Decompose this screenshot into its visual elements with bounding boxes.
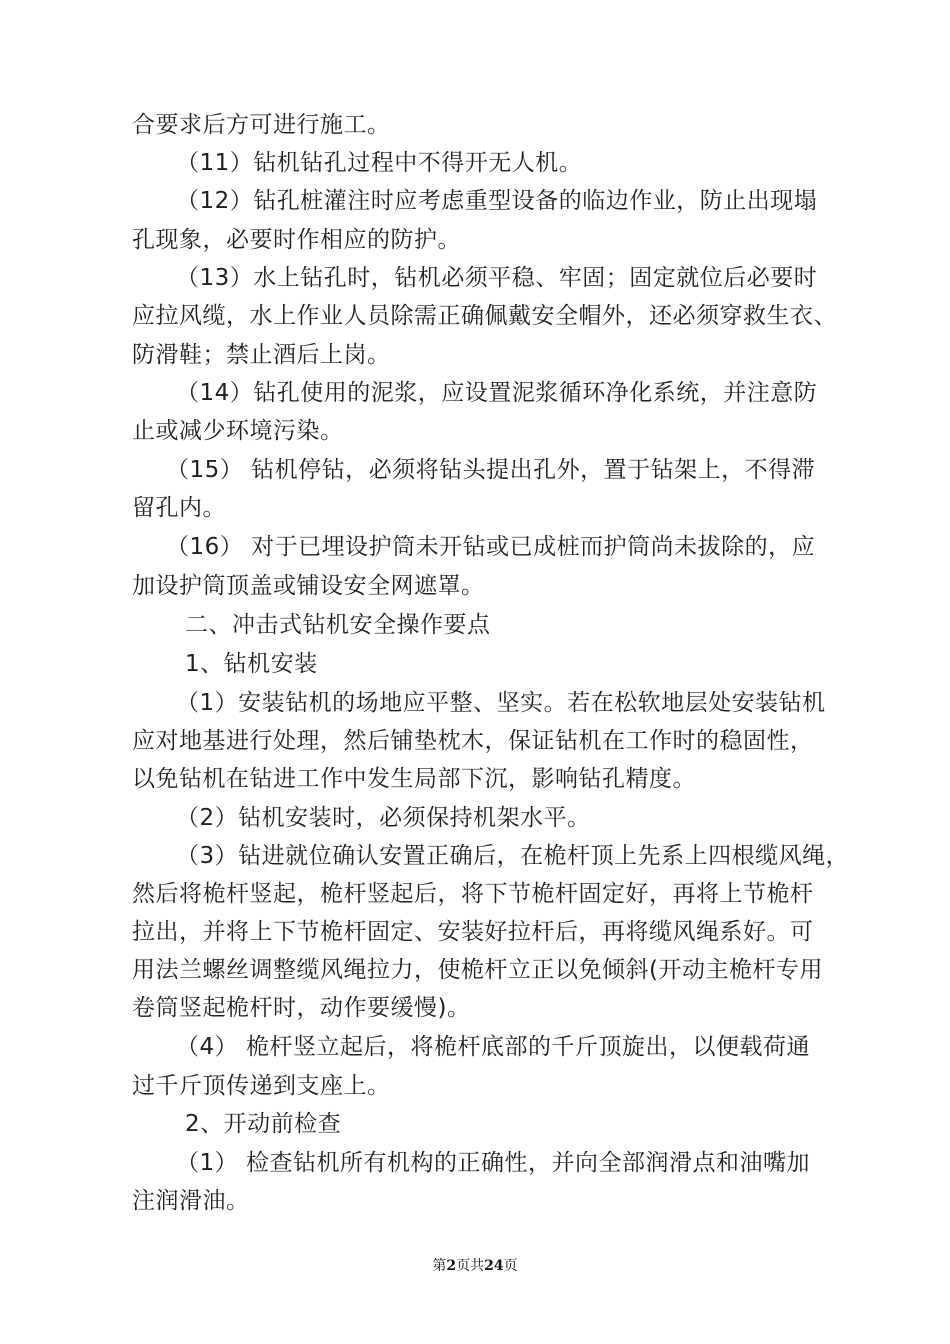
text-line: 应对地基进行处理，然后铺垫枕木，保证钻机在工作时的稳固性，	[132, 728, 814, 754]
page-footer	[0, 1256, 950, 1276]
text-line: 孔现象，必要时作相应的防护。	[132, 227, 461, 253]
text-line: （15） 钻机停钻，必须将钻头提出孔外，置于钻架上，不得滞	[166, 457, 816, 483]
text-line: 合要求后方可进行施工。	[132, 112, 391, 138]
page-number: 2	[446, 1258, 457, 1274]
page-total: 24	[484, 1258, 504, 1274]
text-line: （2）钻机安装时，必须保持机架水平。	[176, 805, 591, 831]
text-line: （12）钻孔桩灌注时应考虑重型设备的临边作业，防止出现塌	[176, 188, 818, 214]
text-line: 卷筒竖起桅杆时，动作要缓慢)。	[132, 995, 471, 1021]
section-heading: 二、冲击式钻机安全操作要点	[185, 612, 491, 638]
text-line: 然后将桅杆竖起，桅杆竖起后，将下节桅杆固定好，再将上节桅杆	[132, 881, 814, 907]
text-line: （1）安装钻机的场地应平整、坚实。若在松软地层处安装钻机	[176, 690, 826, 716]
text-line: （4） 桅杆竖立起后，将桅杆底部的千斤顶旋出，以便载荷通	[176, 1034, 810, 1060]
text-line: （13）水上钻孔时，钻机必须平稳、牢固；固定就位后必要时	[176, 265, 818, 291]
text-line: 注润滑油。	[132, 1188, 250, 1214]
text-line: （11）钻机钻孔过程中不得开无人机。	[176, 150, 583, 176]
text-line: （14）钻孔使用的泥浆，应设置泥浆循环净化系统，并注意防	[176, 380, 818, 406]
text-line: （3）钻进就位确认安置正确后，在桅杆顶上先系上四根缆风绳，	[176, 843, 850, 869]
subsection-heading: 2、开动前检查	[185, 1111, 342, 1137]
text-line: （16） 对于已埋设护筒未开钻或已成桩而护筒尚未拔除的，应	[166, 534, 816, 560]
text-line: 过千斤顶传递到支座上。	[132, 1073, 391, 1099]
footer-suffix: 页	[503, 1258, 518, 1274]
footer-middle: 页共	[456, 1258, 485, 1274]
text-line: 拉出，并将上下节桅杆固定、安装好拉杆后，再将缆风绳系好。可	[132, 919, 814, 945]
text-line: 防滑鞋；禁止酒后上岗。	[132, 342, 391, 368]
subsection-heading: 1、钻机安装	[185, 651, 318, 677]
text-line: 加设护筒顶盖或铺设安全网遮罩。	[132, 573, 485, 599]
text-line: 应拉风缆，水上作业人员除需正确佩戴安全帽外，还必须穿救生衣、	[132, 303, 837, 329]
text-line: 留孔内。	[132, 495, 226, 521]
text-line: 止或减少环境污染。	[132, 418, 344, 444]
text-line: 用法兰螺丝调整缆风绳拉力，使桅杆立正以免倾斜(开动主桅杆专用	[132, 957, 823, 983]
text-line: 以免钻机在钻进工作中发生局部下沉，影响钻孔精度。	[132, 766, 696, 792]
footer-prefix: 第	[432, 1258, 447, 1274]
text-line: （1） 检查钻机所有机构的正确性，并向全部润滑点和油嘴加	[176, 1150, 810, 1176]
